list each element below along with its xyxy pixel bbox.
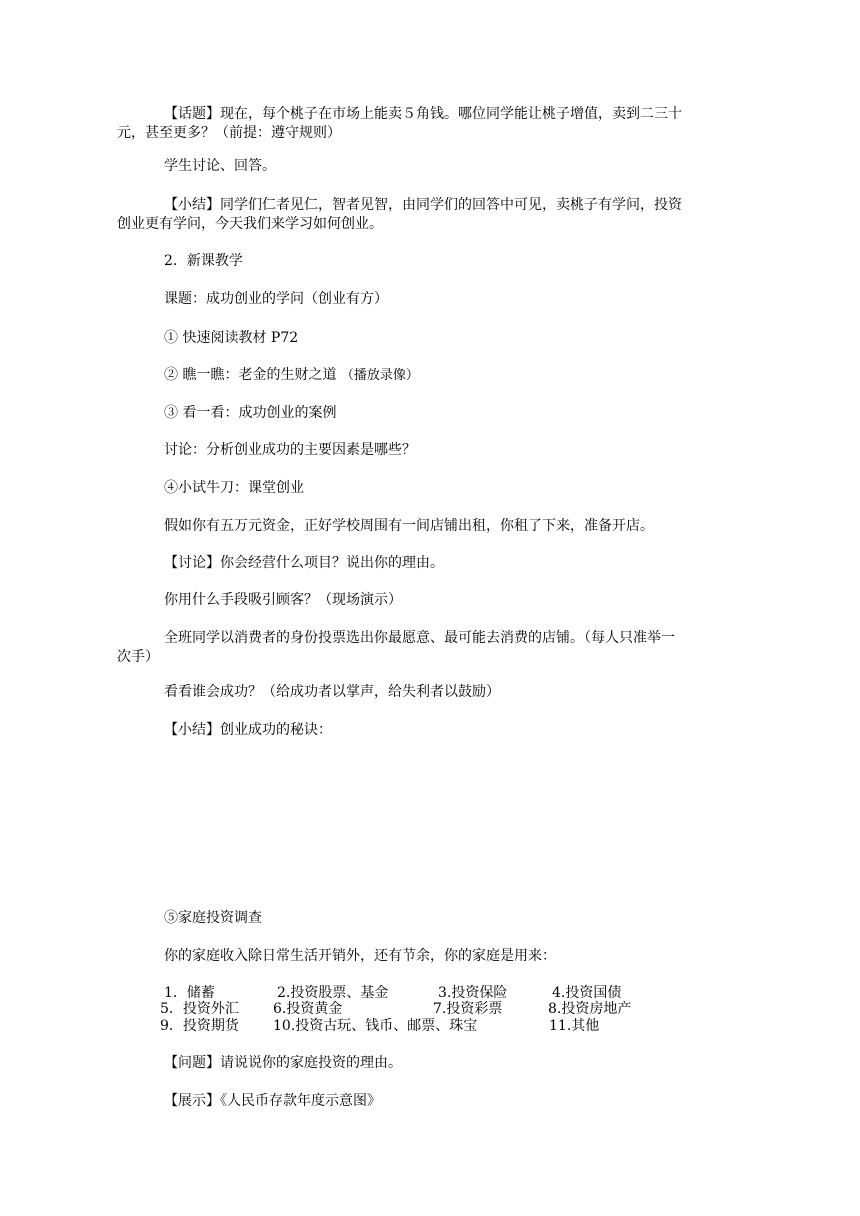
discuss-factors: 讨论：分析创业成功的主要因素是哪些？ xyxy=(164,442,416,458)
step-1: ① 快速阅读教材 P72 xyxy=(164,330,299,346)
survey-question: 你的家庭收入除日常生活开销外，还有节余，你的家庭是用来： xyxy=(164,948,556,964)
vote-paragraph-line1: 全班同学以消费者的身份投票选出你最愿意、最可能去消费的店铺。（每人只准举一 xyxy=(164,630,675,646)
step-2 xyxy=(164,366,419,385)
option-10: 10.投资古玩、钱币、邮票、珠宝 xyxy=(273,1018,478,1034)
step-3: ③ 看一看：成功创业的案例 xyxy=(164,405,337,421)
who-succeeds: 看看谁会成功？（给成功者以掌声，给失利者以鼓励） xyxy=(164,684,500,700)
survey-title: ⑤家庭投资调查 xyxy=(164,910,262,926)
option-5: 5．投资外汇 xyxy=(160,1001,239,1017)
summary-paragraph-line2: 创业更有学问，今天我们来学习如何创业。 xyxy=(117,216,383,232)
option-1: 1．储蓄 xyxy=(164,985,215,1001)
discuss-project: 【讨论】你会经营什么项目？说出你的理由。 xyxy=(164,555,444,571)
family-investment-question: 【问题】请说说你的家庭投资的理由。 xyxy=(164,1055,402,1071)
vote-paragraph-line2: 次手） xyxy=(117,649,159,665)
scenario: 假如你有五万元资金，正好学校周围有一间店铺出租，你租了下来，准备开店。 xyxy=(164,518,654,534)
step-2-note: （播放录像） xyxy=(340,368,419,383)
option-6: 6.投资黄金 xyxy=(273,1001,343,1017)
option-2: 2.投资股票、基金 xyxy=(277,985,389,1001)
option-4: 4.投资国债 xyxy=(552,985,622,1001)
option-11: 11.其他 xyxy=(549,1018,600,1034)
topic-paragraph-line1: 【话题】现在，每个桃子在市场上能卖５角钱。哪位同学能让桃子增值，卖到二三十 xyxy=(164,106,682,122)
option-8: 8.投资房地产 xyxy=(548,1001,632,1017)
new-lesson-heading: 2．新课教学 xyxy=(164,253,243,269)
step-2-main: ② 瞧一瞧：老金的生财之道 xyxy=(164,367,341,383)
step-4: ④小试牛刀：课堂创业 xyxy=(164,480,304,496)
summary-paragraph-line1: 【小结】同学们仁者见仁，智者见智，由同学们的回答中可见，卖桃子有学问，投资 xyxy=(164,197,682,213)
display-chart-title: 【展示】《人民币存款年度示意图》 xyxy=(164,1093,381,1109)
course-title: 课题：成功创业的学问（创业有方） xyxy=(164,291,388,307)
success-secret: 【小结】创业成功的秘诀： xyxy=(164,722,332,738)
student-discussion: 学生讨论、回答。 xyxy=(164,158,276,174)
option-9: 9．投资期货 xyxy=(160,1018,239,1034)
topic-paragraph-line2: 元，甚至更多？（前提：遵守规则） xyxy=(117,125,341,141)
option-7: 7.投资彩票 xyxy=(433,1001,503,1017)
attract-customers: 你用什么手段吸引顾客？（现场演示） xyxy=(164,592,402,608)
option-3: 3.投资保险 xyxy=(438,985,508,1001)
